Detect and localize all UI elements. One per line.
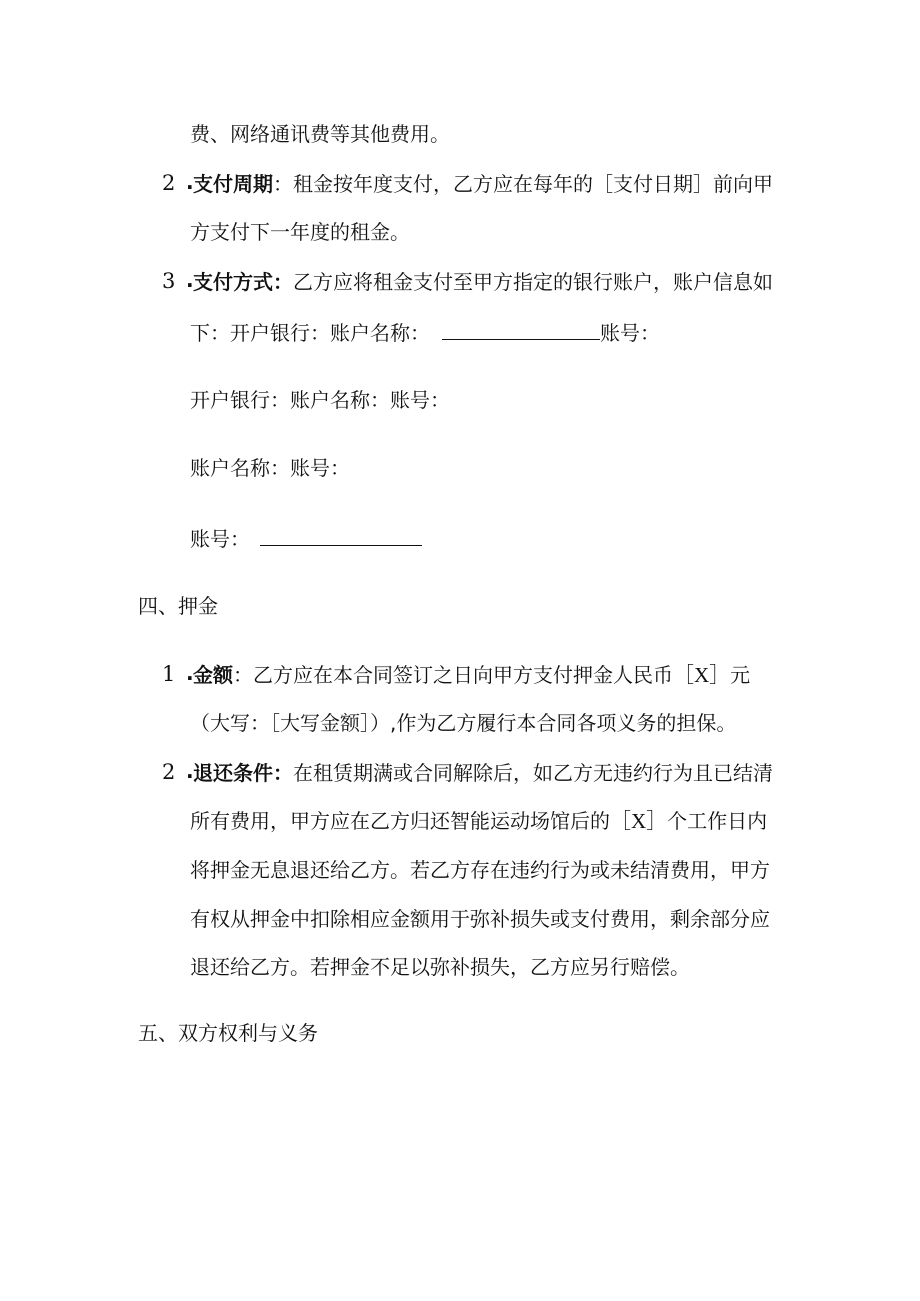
list-item-line: 将押金无息退还给乙方。若乙方存在违约行为或未结清费用，甲方	[190, 858, 770, 882]
list-number: 1	[162, 662, 176, 686]
list-item-line	[190, 811, 767, 832]
section-heading: 四、押金	[138, 594, 218, 618]
list-item-line	[193, 665, 750, 686]
list-item-line: 有权从押金中扣除相应金额用于弥补损失或支付费用，剩余部分应	[190, 907, 770, 931]
paragraph-line: 费、网络通讯费等其他费用。	[190, 122, 450, 146]
account-info-line: 账户名称：账号：	[190, 456, 350, 480]
list-item-line: （大写：［大写金额］）,作为乙方履行本合同各项义务的担保。	[190, 711, 737, 735]
item-text: 在租赁期满或合同解除后，如乙方无违约行为且已结清	[293, 761, 773, 785]
item-title: 支付方式：	[193, 270, 293, 294]
account-info-line: 开户银行：账户名称：账号：	[190, 388, 450, 412]
item-text: ：乙方应在本合同签订之日向甲方支付押金人民币	[233, 663, 673, 687]
account-info-line	[190, 527, 422, 549]
item-text: 所有费用，甲方应在乙方归还智能运动场馆后的	[190, 809, 610, 833]
list-number: 2	[162, 760, 176, 784]
account-number-blank	[260, 527, 422, 546]
account-label: 下：开户银行：账户名称：	[190, 321, 430, 345]
item-title: 支付周期	[193, 172, 273, 196]
account-name-blank	[442, 321, 600, 340]
list-item-line	[190, 321, 660, 343]
list-number: 2	[162, 171, 176, 195]
item-text: 元	[730, 663, 751, 687]
item-text: 个工作日内	[667, 809, 768, 833]
list-dot: .	[186, 661, 194, 685]
section-heading: 五、双方权利与义务	[138, 1021, 318, 1045]
item-text: ：租金按年度支付，乙方应在每年的［支付日期］前向甲	[273, 172, 773, 196]
placeholder-value: ［X］	[673, 663, 731, 687]
list-dot: .	[186, 170, 194, 194]
list-number: 3	[162, 269, 176, 293]
list-dot: .	[186, 759, 194, 783]
list-dot: .	[186, 268, 194, 292]
list-item-line: 方支付下一年度的租金。	[190, 220, 410, 244]
list-item-line	[193, 272, 773, 292]
account-label: 账号：	[190, 527, 250, 551]
item-text: 乙方应将租金支付至甲方指定的银行账户，账户信息如	[293, 270, 773, 294]
placeholder-value: ［X］	[610, 809, 668, 833]
list-item-line	[193, 763, 773, 783]
account-label: 账号：	[600, 321, 660, 345]
item-title: 金额	[193, 663, 233, 687]
list-item-line: 退还给乙方。若押金不足以弥补损失，乙方应另行赔偿。	[190, 955, 690, 979]
list-item-line	[193, 174, 773, 194]
item-title: 退还条件：	[193, 761, 293, 785]
